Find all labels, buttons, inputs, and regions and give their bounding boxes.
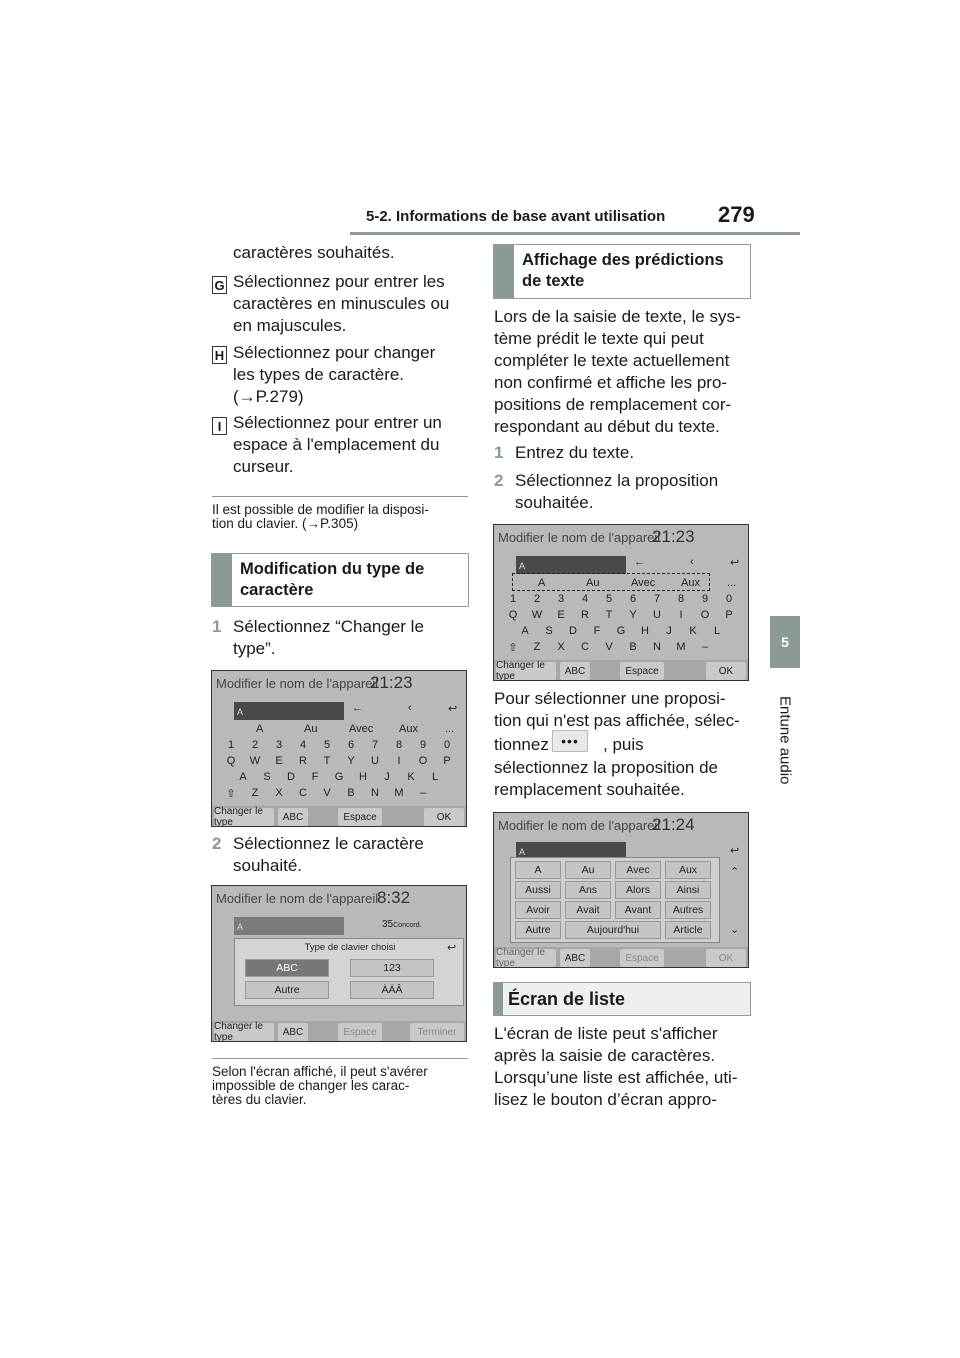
- keyboard-key[interactable]: X: [557, 641, 565, 653]
- counter-unit: Concord.: [393, 922, 422, 929]
- note-keyboard: [212, 1065, 428, 1107]
- item-i-text: [233, 412, 442, 478]
- space-button[interactable]: Espace: [338, 1023, 382, 1041]
- keyboard-key[interactable]: V: [323, 787, 331, 799]
- keyboard-key[interactable]: 3: [275, 739, 283, 751]
- change-type-button[interactable]: Changer le type: [214, 808, 274, 826]
- item-g-line1: Sélectionnez pour entrer les: [233, 272, 445, 291]
- keyboard-key[interactable]: 7: [371, 739, 379, 751]
- note-rule: [212, 1058, 468, 1059]
- section-box-predictions: [493, 244, 751, 299]
- space-button[interactable]: Espace: [620, 949, 664, 967]
- step-2-right-text: [515, 470, 718, 514]
- counter-value: 35: [382, 919, 394, 930]
- keyboard-key[interactable]: M: [394, 787, 404, 799]
- list-item[interactable]: Avec: [615, 861, 661, 879]
- note-layout: [212, 503, 429, 531]
- step-1-right: [494, 442, 503, 464]
- keyboard-key[interactable]: R: [299, 755, 307, 767]
- keyboard-key[interactable]: 1: [227, 739, 235, 751]
- section-title-list-screen: Écran de liste: [508, 989, 626, 1009]
- list-item[interactable]: Avait: [565, 901, 611, 919]
- step-1-line2: type”.: [233, 639, 276, 658]
- space-button[interactable]: Espace: [338, 808, 382, 826]
- prediction-more[interactable]: ...: [727, 577, 737, 589]
- keyboard-key[interactable]: 1: [509, 593, 517, 605]
- keyboard-key[interactable]: X: [275, 787, 283, 799]
- keyboard-key[interactable]: O: [700, 609, 710, 621]
- para-line: sélectionnez la proposition de: [494, 758, 718, 777]
- keyboard-key[interactable]: J: [666, 625, 672, 637]
- input-char: A: [237, 922, 244, 932]
- screen-bottom-bar: [494, 660, 748, 680]
- screenshot-type-popup: [211, 885, 467, 1042]
- keyboard-key[interactable]: C: [299, 787, 307, 799]
- left-arrow-icon[interactable]: ‹: [408, 702, 412, 714]
- para-line: respondant au début du texte.: [494, 417, 720, 436]
- input-char: A: [519, 847, 526, 857]
- list-item[interactable]: Autre: [515, 921, 561, 939]
- type-option-abc[interactable]: ABC: [245, 959, 329, 977]
- abc-button[interactable]: ABC: [560, 662, 590, 680]
- screenshot-keyboard-1: [211, 670, 467, 827]
- input-char: A: [519, 561, 526, 571]
- chapter-tab: 5: [770, 616, 800, 668]
- keyboard-key[interactable]: R: [581, 609, 589, 621]
- step-1-left-text: [233, 616, 424, 660]
- list-screen-paragraph: [494, 1023, 738, 1111]
- type-option-accents[interactable]: ÀÄÂ: [350, 981, 434, 999]
- step-number: 1: [212, 617, 222, 636]
- keyboard-key[interactable]: B: [629, 641, 637, 653]
- keyboard-key[interactable]: H: [641, 625, 649, 637]
- keyboard-key[interactable]: Z: [251, 787, 259, 799]
- keyboard-key[interactable]: 4: [299, 739, 307, 751]
- keyboard-key[interactable]: V: [605, 641, 613, 653]
- keyboard-key[interactable]: 0: [725, 593, 733, 605]
- para-line: remplacement souhaitée.: [494, 780, 685, 799]
- match-counter: [382, 919, 422, 930]
- item-g-text: [233, 271, 449, 337]
- item-h-line3: (→P.279): [233, 387, 304, 406]
- section-title-line2: de texte: [522, 272, 585, 290]
- list-item[interactable]: Aux: [665, 861, 711, 879]
- scroll-up-icon[interactable]: ⌃: [730, 866, 740, 878]
- keyboard-key[interactable]: 7: [653, 593, 661, 605]
- keyboard-key[interactable]: Y: [347, 755, 355, 767]
- section-bar: [494, 983, 503, 1015]
- continued-text: caractères souhaités.: [233, 243, 395, 262]
- para-line: tème prédit le texte qui peut: [494, 329, 704, 348]
- keyboard-key[interactable]: A: [239, 771, 247, 783]
- section-header: 5-2. Informations de base avant utilisation: [366, 208, 666, 225]
- section-title-change-type: [240, 559, 424, 601]
- keyboard-key[interactable]: F: [311, 771, 319, 783]
- keyboard-key[interactable]: S: [545, 625, 553, 637]
- list-item[interactable]: Aujourd'hui: [565, 921, 661, 939]
- step-2-line1: Sélectionnez le caractère: [233, 834, 424, 853]
- screen-title: Modifier le nom de l'appareil: [216, 676, 379, 691]
- ok-button[interactable]: OK: [706, 949, 746, 967]
- note-keyboard-line1: Selon l'écran affiché, il peut s'avérer: [212, 1064, 428, 1079]
- section-title-line1: Affichage des prédictions: [522, 251, 724, 269]
- keyboard-key[interactable]: 6: [347, 739, 355, 751]
- screen-title: Modifier le nom de l'appareil: [498, 818, 661, 833]
- space-button[interactable]: Espace: [620, 662, 664, 680]
- keyboard-key[interactable]: 5: [605, 593, 613, 605]
- change-type-button[interactable]: Changer le type: [496, 662, 556, 680]
- para-line: Lorsqu’une liste est affichée, uti-: [494, 1068, 738, 1087]
- abc-button[interactable]: ABC: [278, 808, 308, 826]
- screen-bottom-bar: [212, 1021, 466, 1041]
- screen-title: Modifier le nom de l'appareil: [216, 891, 379, 906]
- step-number: 2: [212, 834, 222, 853]
- step-1-right-text: Entrez du texte.: [515, 443, 635, 462]
- list-item[interactable]: Ainsi: [665, 881, 711, 899]
- list-item[interactable]: Avant: [615, 901, 661, 919]
- return-icon[interactable]: ↩: [448, 703, 458, 715]
- keyboard-key[interactable]: 3: [557, 593, 565, 605]
- keyboard-key[interactable]: U: [371, 755, 379, 767]
- keyboard-key[interactable]: G: [334, 771, 344, 783]
- list-item[interactable]: Aussi: [515, 881, 561, 899]
- return-icon[interactable]: ↩: [730, 845, 740, 857]
- keyboard-key[interactable]: G: [616, 625, 626, 637]
- section-title-line1: Modification du type de: [240, 560, 425, 578]
- callout-g: G: [212, 276, 227, 294]
- keyboard-key[interactable]: C: [581, 641, 589, 653]
- keyboard-key[interactable]: K: [407, 771, 415, 783]
- para-line: positions de remplacement cor-: [494, 395, 732, 414]
- text-input-field[interactable]: [234, 917, 344, 935]
- text-input-field[interactable]: [234, 702, 344, 720]
- backspace-icon[interactable]: ←: [352, 702, 363, 714]
- screen-clock: 21:23: [370, 673, 413, 692]
- keyboard-key[interactable]: W: [531, 609, 543, 621]
- step-1-left: [212, 616, 221, 638]
- item-g-line3: en majuscules.: [233, 316, 347, 335]
- step-2-right: [494, 470, 503, 492]
- section-box-change-type: [211, 553, 469, 607]
- keyboard-key[interactable]: K: [689, 625, 697, 637]
- note-keyboard-line3: tères du clavier.: [212, 1092, 307, 1107]
- screen-bottom-bar: [494, 947, 748, 967]
- step-1-line1: Sélectionnez “Changer le: [233, 617, 424, 636]
- screen-bottom-bar: [212, 806, 466, 826]
- keyboard-key[interactable]: W: [249, 755, 261, 767]
- section-bar: [494, 245, 514, 298]
- keyboard-key[interactable]: Y: [629, 609, 637, 621]
- item-h-line1: Sélectionnez pour changer: [233, 343, 436, 362]
- para-line: non confirmé et affiche les pro-: [494, 373, 728, 392]
- keyboard-key[interactable]: B: [347, 787, 355, 799]
- chapter-label: Entune audio: [776, 695, 794, 785]
- note-layout-line1: Il est possible de modifier la disposi-: [212, 502, 429, 517]
- keyboard-key[interactable]: N: [371, 787, 379, 799]
- note-rule: [212, 496, 468, 497]
- keyboard-key[interactable]: N: [653, 641, 661, 653]
- list-item[interactable]: Alors: [615, 881, 661, 899]
- screenshot-predictions: [493, 524, 749, 681]
- type-option-123[interactable]: 123: [350, 959, 434, 977]
- keyboard-key[interactable]: 2: [533, 593, 541, 605]
- keyboard-key[interactable]: 6: [629, 593, 637, 605]
- section-title-line2: caractère: [240, 581, 314, 599]
- text-input-field[interactable]: [516, 556, 626, 574]
- abc-button[interactable]: ABC: [278, 1023, 308, 1041]
- keyboard-key[interactable]: I: [679, 609, 683, 621]
- keyboard-key[interactable]: Q: [226, 755, 236, 767]
- section-bar: [212, 554, 232, 606]
- predictions-paragraph: [494, 306, 741, 438]
- para-line: après la saisie de caractères.: [494, 1046, 716, 1065]
- step-number: 1: [494, 443, 504, 462]
- header-rule: [350, 232, 800, 235]
- keyboard-key[interactable]: ⇧: [508, 642, 518, 654]
- para-line: compléter le texte actuellement: [494, 351, 730, 370]
- step-2-line2: souhaité.: [233, 856, 302, 875]
- screenshot-list: [493, 812, 749, 968]
- keyboard-key[interactable]: L: [431, 771, 439, 783]
- keyboard-key[interactable]: F: [593, 625, 601, 637]
- scroll-down-icon[interactable]: ⌄: [730, 924, 740, 936]
- type-option-other[interactable]: Autre: [245, 981, 329, 999]
- prediction-a[interactable]: A: [538, 577, 546, 589]
- keyboard-key[interactable]: M: [676, 641, 686, 653]
- keyboard-key[interactable]: I: [397, 755, 401, 767]
- keyboard-key[interactable]: O: [418, 755, 428, 767]
- keyboard-key[interactable]: E: [275, 755, 283, 767]
- item-i-line1: Sélectionnez pour entrer un: [233, 413, 442, 432]
- keyboard-type-popup: [234, 938, 464, 1006]
- keyboard-key[interactable]: A: [521, 625, 529, 637]
- keyboard-key[interactable]: 5: [323, 739, 331, 751]
- keyboard-key[interactable]: 9: [419, 739, 427, 751]
- abc-button[interactable]: ABC: [560, 949, 590, 967]
- callout-i: I: [212, 417, 227, 435]
- list-item[interactable]: Autres: [665, 901, 711, 919]
- keyboard-key[interactable]: 8: [395, 739, 403, 751]
- keyboard-key[interactable]: 2: [251, 739, 259, 751]
- keyboard-key[interactable]: 9: [701, 593, 709, 605]
- prediction-aux[interactable]: Aux: [399, 723, 418, 735]
- list-item[interactable]: Ans: [565, 881, 611, 899]
- step-2-line1: Sélectionnez la proposition: [515, 471, 719, 490]
- keyboard-key[interactable]: 4: [581, 593, 589, 605]
- keyboard-key[interactable]: T: [605, 609, 613, 621]
- keyboard-key[interactable]: E: [557, 609, 565, 621]
- change-type-button[interactable]: Changer le type: [496, 949, 556, 967]
- change-type-button[interactable]: Changer le type: [214, 1023, 274, 1041]
- list-item[interactable]: Avoir: [515, 901, 561, 919]
- item-i-line2: espace à l'emplacement du: [233, 435, 440, 454]
- item-h-line2: les types de caractère.: [233, 365, 405, 384]
- screen-clock: 21:24: [652, 815, 695, 834]
- item-i-line3: curseur.: [233, 457, 294, 476]
- ok-button[interactable]: OK: [424, 808, 464, 826]
- keyboard-key[interactable]: ⇧: [226, 788, 236, 800]
- step-2-left: [212, 833, 221, 855]
- keyboard-key[interactable]: Q: [508, 609, 518, 621]
- prediction-avec[interactable]: Avec: [631, 577, 656, 589]
- keyboard-key[interactable]: Z: [533, 641, 541, 653]
- keyboard-key[interactable]: P: [443, 755, 451, 767]
- para-line: lisez le bouton d’écran appro-: [494, 1090, 718, 1109]
- screen-clock: 8:32: [377, 888, 411, 907]
- prediction-avec[interactable]: Avec: [349, 723, 374, 735]
- other-proposition-paragraph: [494, 688, 740, 732]
- item-g-line2: caractères en minuscules ou: [233, 294, 450, 313]
- step-number: 2: [494, 471, 504, 490]
- list-item[interactable]: Article: [665, 921, 711, 939]
- step-2-line2: souhaitée.: [515, 493, 594, 512]
- tionnez-text: tionnez: [494, 735, 549, 754]
- section-title-predictions: [522, 250, 724, 292]
- keyboard-key[interactable]: S: [263, 771, 271, 783]
- screen-clock: 21:23: [652, 527, 695, 546]
- step-2-left-text: [233, 833, 424, 877]
- callout-h: H: [212, 346, 227, 364]
- popup-title: Type de clavier choisi: [304, 942, 396, 953]
- list-item[interactable]: Au: [565, 861, 611, 879]
- keyboard-key[interactable]: –: [701, 641, 709, 653]
- item-h-text: [233, 342, 435, 408]
- puis-text: , puis: [603, 735, 644, 754]
- keyboard-key[interactable]: L: [713, 625, 721, 637]
- more-dots-icon: •••: [552, 730, 588, 752]
- keyboard-key[interactable]: D: [287, 771, 295, 783]
- keyboard-key[interactable]: P: [725, 609, 733, 621]
- prediction-au[interactable]: Au: [586, 577, 600, 589]
- note-layout-line2: tion du clavier. (→P.305): [212, 516, 359, 531]
- para-line: Lors de la saisie de texte, le sys-: [494, 307, 741, 326]
- backspace-icon[interactable]: ←: [634, 556, 645, 568]
- prediction-more[interactable]: ...: [445, 723, 455, 735]
- page-number: 279: [718, 202, 755, 227]
- keyboard-key[interactable]: J: [384, 771, 390, 783]
- return-icon[interactable]: ↩: [447, 942, 457, 954]
- return-icon[interactable]: ↩: [730, 557, 740, 569]
- list-item[interactable]: A: [515, 861, 561, 879]
- screen-title: Modifier le nom de l'appareil: [498, 530, 661, 545]
- note-keyboard-line2: impossible de changer les carac-: [212, 1078, 410, 1093]
- keyboard-key[interactable]: 8: [677, 593, 685, 605]
- ok-button[interactable]: OK: [706, 662, 746, 680]
- para-line: Pour sélectionner une proposi-: [494, 689, 726, 708]
- para-line: L'écran de liste peut s'afficher: [494, 1024, 718, 1043]
- keyboard-key[interactable]: T: [323, 755, 331, 767]
- input-char: A: [237, 707, 244, 717]
- keyboard-key[interactable]: D: [569, 625, 577, 637]
- keyboard-key[interactable]: H: [359, 771, 367, 783]
- prediction-au[interactable]: Au: [304, 723, 318, 735]
- prediction-a[interactable]: A: [256, 723, 264, 735]
- para-line: tion qui n'est pas affichée, sélec-: [494, 711, 740, 730]
- keyboard-key[interactable]: 0: [443, 739, 451, 751]
- keyboard-key[interactable]: –: [419, 787, 427, 799]
- prediction-list-panel: [510, 857, 720, 943]
- section-box-list-screen: [493, 982, 751, 1016]
- keyboard-key[interactable]: U: [653, 609, 661, 621]
- finish-button[interactable]: Terminer: [410, 1023, 464, 1041]
- other-proposition-paragraph-end: [494, 757, 718, 801]
- left-arrow-icon[interactable]: ‹: [690, 556, 694, 568]
- prediction-aux[interactable]: Aux: [681, 577, 700, 589]
